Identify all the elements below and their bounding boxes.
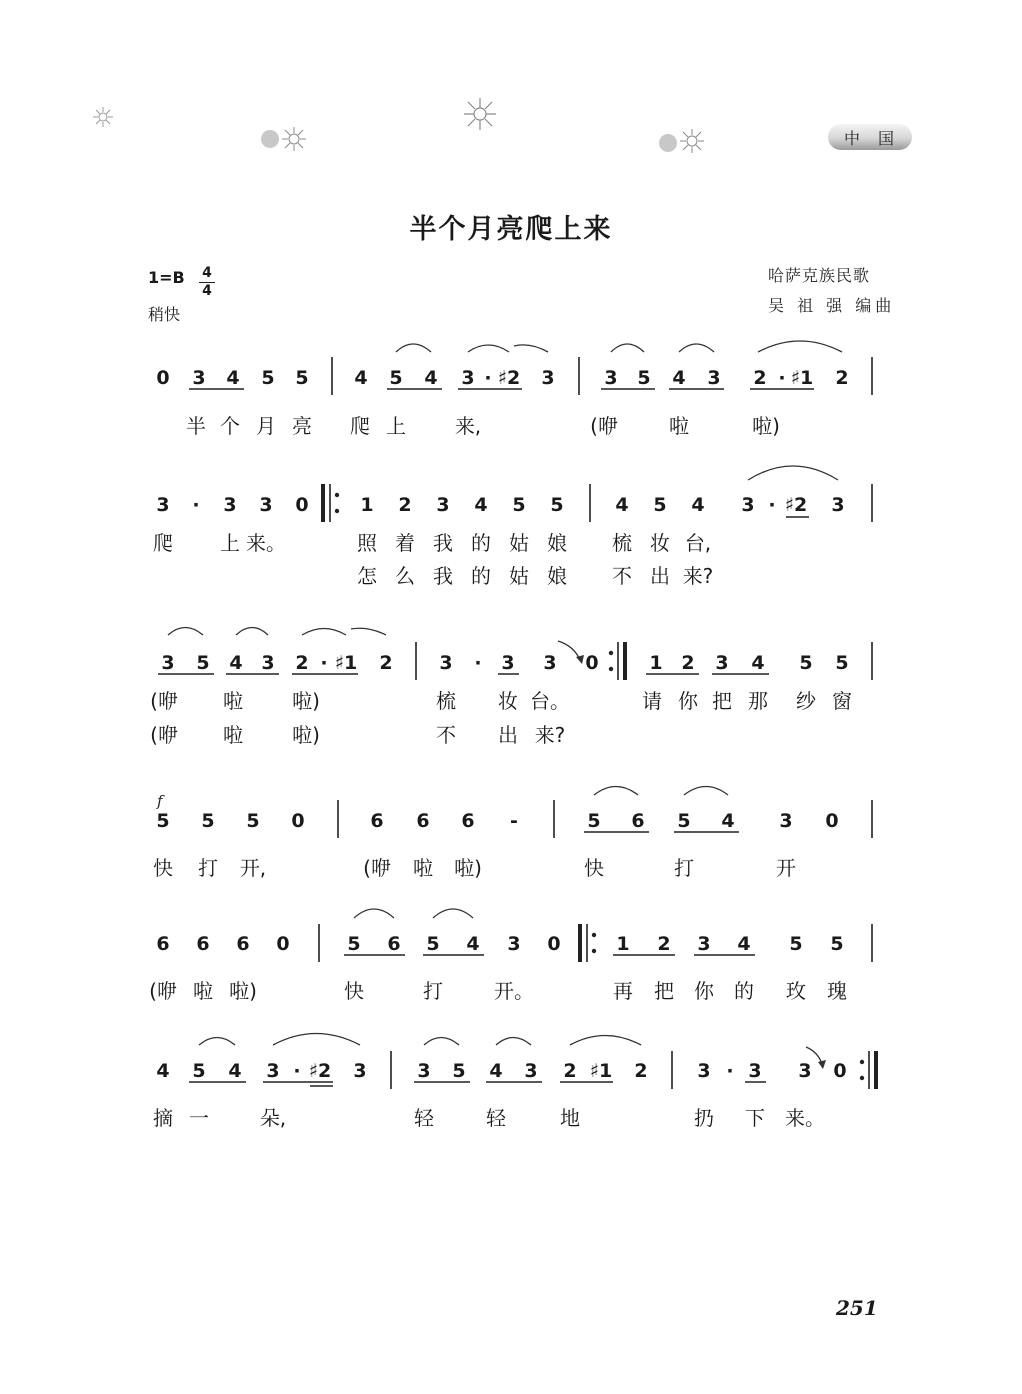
score-note: 3 [501, 652, 515, 674]
score-note: 2 [835, 367, 849, 389]
lyric-syllable: 啦 [223, 689, 243, 713]
score-note: ♯1 [790, 367, 814, 389]
lyric-syllable: 轻 [414, 1106, 434, 1130]
lyric-syllable: 你 [678, 689, 698, 713]
score-note: 4 [226, 367, 240, 389]
repeat-dot [335, 509, 339, 513]
score-note: 4 [466, 933, 480, 955]
score-note: · [778, 367, 786, 389]
lyric-syllable: 你 [694, 979, 714, 1003]
score-note: 5 [677, 810, 691, 832]
tempo-marking: 稍快 [148, 305, 181, 324]
score-note: 6 [370, 810, 384, 832]
lyric-syllable: 梳 [612, 531, 632, 555]
lyric-syllable: 我 [433, 564, 453, 588]
score-note: 5 [835, 652, 849, 674]
arranger-credit: 吴 祖 强 编曲 [768, 296, 896, 315]
score-note: 3 [798, 1060, 812, 1082]
lyric-syllable: 快 [153, 856, 173, 880]
score-note: 2 [563, 1060, 577, 1082]
score-note: 3 [461, 367, 475, 389]
score-note: 3 [543, 652, 557, 674]
lyric-syllable: 打 [674, 856, 694, 880]
score-note: · [768, 494, 776, 516]
score-note: 4 [354, 367, 368, 389]
score-note: 2 [634, 1060, 648, 1082]
score-note: 5 [550, 494, 564, 516]
lyric-syllable: 扔 [694, 1106, 714, 1130]
score-note: 5 [246, 810, 260, 832]
lyric-syllable: 不 [612, 564, 632, 588]
song-origin: 哈萨克族民歌 [768, 266, 871, 285]
forte-marking: f [157, 792, 163, 810]
lyric-syllable: 打 [423, 979, 443, 1003]
slur [354, 909, 394, 918]
score-note: · [320, 652, 328, 674]
lyric-syllable: 妆 [650, 531, 670, 555]
score-note: 3 [192, 367, 206, 389]
slur [236, 628, 268, 636]
score-note: 4 [691, 494, 705, 516]
lyric-syllable: 那 [748, 689, 768, 713]
repeat-dot [335, 493, 339, 497]
score-note: 5 [653, 494, 667, 516]
score-note: 3 [741, 494, 755, 516]
score-note: 5 [789, 933, 803, 955]
score-note: 1 [649, 652, 663, 674]
score-note: 3 [524, 1060, 538, 1082]
score-note: 3 [259, 494, 273, 516]
score-note: 3 [161, 652, 175, 674]
slur [302, 629, 346, 636]
score-note: ♯1 [334, 652, 358, 674]
lyric-syllable: 来? [534, 723, 566, 747]
lyric-syllable: 么 [395, 564, 415, 588]
lyric-syllable: 地 [560, 1106, 580, 1130]
score-note: 4 [721, 810, 735, 832]
score-note: 0 [825, 810, 839, 832]
score-note: 3 [697, 1060, 711, 1082]
lyric-syllable: 玫 [786, 979, 806, 1003]
lyric-syllable: 啦 [669, 414, 689, 438]
score-note: 6 [416, 810, 430, 832]
slur [168, 628, 203, 636]
lyric-syllable: 开 [776, 856, 796, 880]
score-note: 0 [585, 652, 599, 674]
lyric-syllable: 爬 [153, 531, 173, 555]
score-note: 3 [715, 652, 729, 674]
lyric-syllable: 一 [189, 1106, 209, 1130]
score-note: 5 [295, 367, 309, 389]
score-note: 5 [637, 367, 651, 389]
lyric-syllable: 个 [220, 414, 240, 438]
score-note: · [484, 367, 492, 389]
score-note: 4 [751, 652, 765, 674]
lyric-syllable: 来? [682, 564, 714, 588]
score-note: 4 [424, 367, 438, 389]
score-note: 3 [541, 367, 555, 389]
score-note: 3 [748, 1060, 762, 1082]
score-note: 3 [697, 933, 711, 955]
lyric-syllable: 娘 [547, 531, 567, 555]
lyric-syllable: 再 [613, 979, 633, 1003]
score-note: 6 [387, 933, 401, 955]
score-note: 5 [587, 810, 601, 832]
score-note: 6 [461, 810, 475, 832]
score-note: 3 [353, 1060, 367, 1082]
score-note: ♯1 [589, 1060, 613, 1082]
score-note: 5 [426, 933, 440, 955]
score-note: 5 [347, 933, 361, 955]
lyric-syllable: 来, [454, 414, 482, 438]
slur [594, 787, 638, 796]
lyric-syllable: 啦) [752, 414, 780, 438]
score-note: 3 [779, 810, 793, 832]
score-note: 6 [631, 810, 645, 832]
slur [468, 345, 509, 352]
score-note: 3 [261, 652, 275, 674]
lyric-syllable: 啦) [292, 723, 320, 747]
score-note: 0 [291, 810, 305, 832]
score-note: 4 [489, 1060, 503, 1082]
score-note: 3 [439, 652, 453, 674]
score-note: 6 [196, 933, 210, 955]
lyric-syllable: 的 [471, 531, 491, 555]
lyric-syllable: 来。 [785, 1106, 825, 1130]
slur [570, 1036, 641, 1046]
score-note: 4 [672, 367, 686, 389]
lyric-syllable: (咿 [590, 414, 618, 438]
score-note: 5 [830, 933, 844, 955]
arrow-mark [818, 1060, 826, 1069]
lyric-syllable: 下 [745, 1106, 765, 1130]
score-note: 5 [192, 1060, 206, 1082]
score-note: 5 [196, 652, 210, 674]
lyric-syllable: 亮 [292, 414, 312, 438]
lyric-syllable: 娘 [547, 564, 567, 588]
score-note: 0 [295, 494, 309, 516]
lyric-syllable: 啦 [413, 856, 433, 880]
lyric-syllable: 摘 [153, 1106, 173, 1130]
score-note: 4 [615, 494, 629, 516]
lyric-syllable: 我 [433, 531, 453, 555]
lyric-syllable: 瑰 [827, 979, 847, 1003]
lyric-syllable: 不 [436, 723, 456, 747]
lyric-syllable: 月 [256, 414, 276, 438]
lyric-syllable: 请 [642, 689, 662, 713]
lyric-syllable: 台, [684, 531, 712, 555]
lyric-syllable: 开, [239, 856, 267, 880]
repeat-dot [592, 949, 596, 953]
score-note: 5 [512, 494, 526, 516]
score-note: ♯2 [784, 494, 808, 516]
score-note: 3 [604, 367, 618, 389]
score-note: 2 [681, 652, 695, 674]
score-note: 6 [156, 933, 170, 955]
lyric-syllable: 轻 [486, 1106, 506, 1130]
score-note: 4 [156, 1060, 170, 1082]
slur [514, 345, 548, 352]
score-note: 2 [295, 652, 309, 674]
slur [611, 344, 644, 352]
repeat-dot [609, 651, 613, 655]
score-note: 0 [547, 933, 561, 955]
score-note: · [192, 494, 200, 516]
slur [424, 1038, 459, 1046]
page-number: 251 [836, 1296, 878, 1320]
lyric-syllable: 快 [344, 979, 364, 1003]
slur [433, 909, 473, 918]
lyric-syllable: 啦) [292, 689, 320, 713]
score-note: 2 [398, 494, 412, 516]
lyric-syllable: 爬 [350, 414, 370, 438]
score-note: · [474, 652, 482, 674]
lyric-syllable: 窗 [832, 689, 852, 713]
score-note: · [726, 1060, 734, 1082]
lyric-syllable: (咿 [363, 856, 391, 880]
lyric-syllable: 快 [584, 856, 604, 880]
repeat-dot [609, 667, 613, 671]
lyric-syllable: 纱 [796, 689, 816, 713]
lyric-syllable: 来。 [246, 531, 286, 555]
lyric-syllable: 上 [220, 531, 240, 555]
lyric-syllable: 梳 [436, 689, 456, 713]
score-note: 0 [833, 1060, 847, 1082]
lyric-syllable: 出 [498, 723, 518, 747]
score-note: ♯2 [308, 1060, 332, 1082]
lyric-syllable: 姑 [509, 531, 529, 555]
score-note: 3 [707, 367, 721, 389]
score-note: 4 [474, 494, 488, 516]
lyric-syllable: 把 [712, 689, 732, 713]
score-lyrics [149, 414, 852, 1130]
key-signature: 1=B [148, 268, 185, 287]
lyric-syllable: (咿 [150, 689, 178, 713]
score-note: 2 [379, 652, 393, 674]
lyric-syllable: 着 [395, 531, 415, 555]
slur [758, 341, 842, 352]
lyric-syllable: 朵, [259, 1106, 287, 1130]
time-signature-bottom: 4 [202, 283, 212, 299]
song-title: 半个月亮爬上来 [409, 214, 613, 245]
score-note: 5 [452, 1060, 466, 1082]
slur [199, 1038, 235, 1046]
score-note: 5 [201, 810, 215, 832]
slur [748, 466, 838, 480]
lyric-syllable: 的 [471, 564, 491, 588]
slur [396, 344, 431, 352]
slur [496, 1038, 531, 1046]
score-note: 3 [266, 1060, 280, 1082]
score-note: 2 [753, 367, 767, 389]
lyric-syllable: 开。 [494, 979, 534, 1003]
lyric-syllable: 啦) [454, 856, 482, 880]
lyric-syllable: 啦 [193, 979, 213, 1003]
lyric-syllable: 上 [386, 414, 406, 438]
lyric-syllable: 打 [198, 856, 218, 880]
repeat-dot [860, 1060, 864, 1064]
score-note: ♯2 [497, 367, 521, 389]
lyric-syllable: (咿 [150, 723, 178, 747]
lyric-syllable: 台。 [530, 689, 570, 713]
score-note: 1 [616, 933, 630, 955]
score-note: · [293, 1060, 301, 1082]
score-note: 5 [389, 367, 403, 389]
slur [273, 1034, 360, 1046]
slur [684, 787, 728, 796]
region-tag-label: 中国 [844, 129, 913, 148]
lyric-syllable: 半 [186, 414, 206, 438]
lyric-syllable: 出 [650, 564, 670, 588]
score-note: 5 [799, 652, 813, 674]
lyric-syllable: 把 [654, 979, 674, 1003]
lyric-syllable: (咿 [149, 979, 177, 1003]
lyric-syllable: 啦 [223, 723, 243, 747]
score-note: 3 [507, 933, 521, 955]
lyric-syllable: 怎 [357, 564, 377, 588]
score-note: 0 [156, 367, 170, 389]
score-note: 4 [737, 933, 751, 955]
score-note: 3 [831, 494, 845, 516]
score-note: 3 [436, 494, 450, 516]
lyric-syllable: 的 [734, 979, 754, 1003]
score-note: 6 [236, 933, 250, 955]
slur [351, 628, 386, 635]
score-note: 1 [360, 494, 374, 516]
score-note: 3 [223, 494, 237, 516]
lyric-syllable: 啦) [229, 979, 257, 1003]
score-note: 5 [261, 367, 275, 389]
score-note: 4 [228, 1060, 242, 1082]
lyric-syllable: 妆 [498, 689, 518, 713]
lyric-syllable: 照 [357, 531, 377, 555]
slur [679, 344, 714, 352]
score-note: 5 [156, 810, 170, 832]
score-note: 3 [156, 494, 170, 516]
score-note: 3 [417, 1060, 431, 1082]
arrow-mark [576, 655, 584, 664]
score-note: 2 [657, 933, 671, 955]
lyric-syllable: 姑 [509, 564, 529, 588]
score-note: - [510, 810, 518, 832]
repeat-dot [592, 933, 596, 937]
score-note: 0 [276, 933, 290, 955]
score-note: 4 [229, 652, 243, 674]
time-signature-top: 4 [202, 265, 212, 281]
repeat-dot [860, 1076, 864, 1080]
